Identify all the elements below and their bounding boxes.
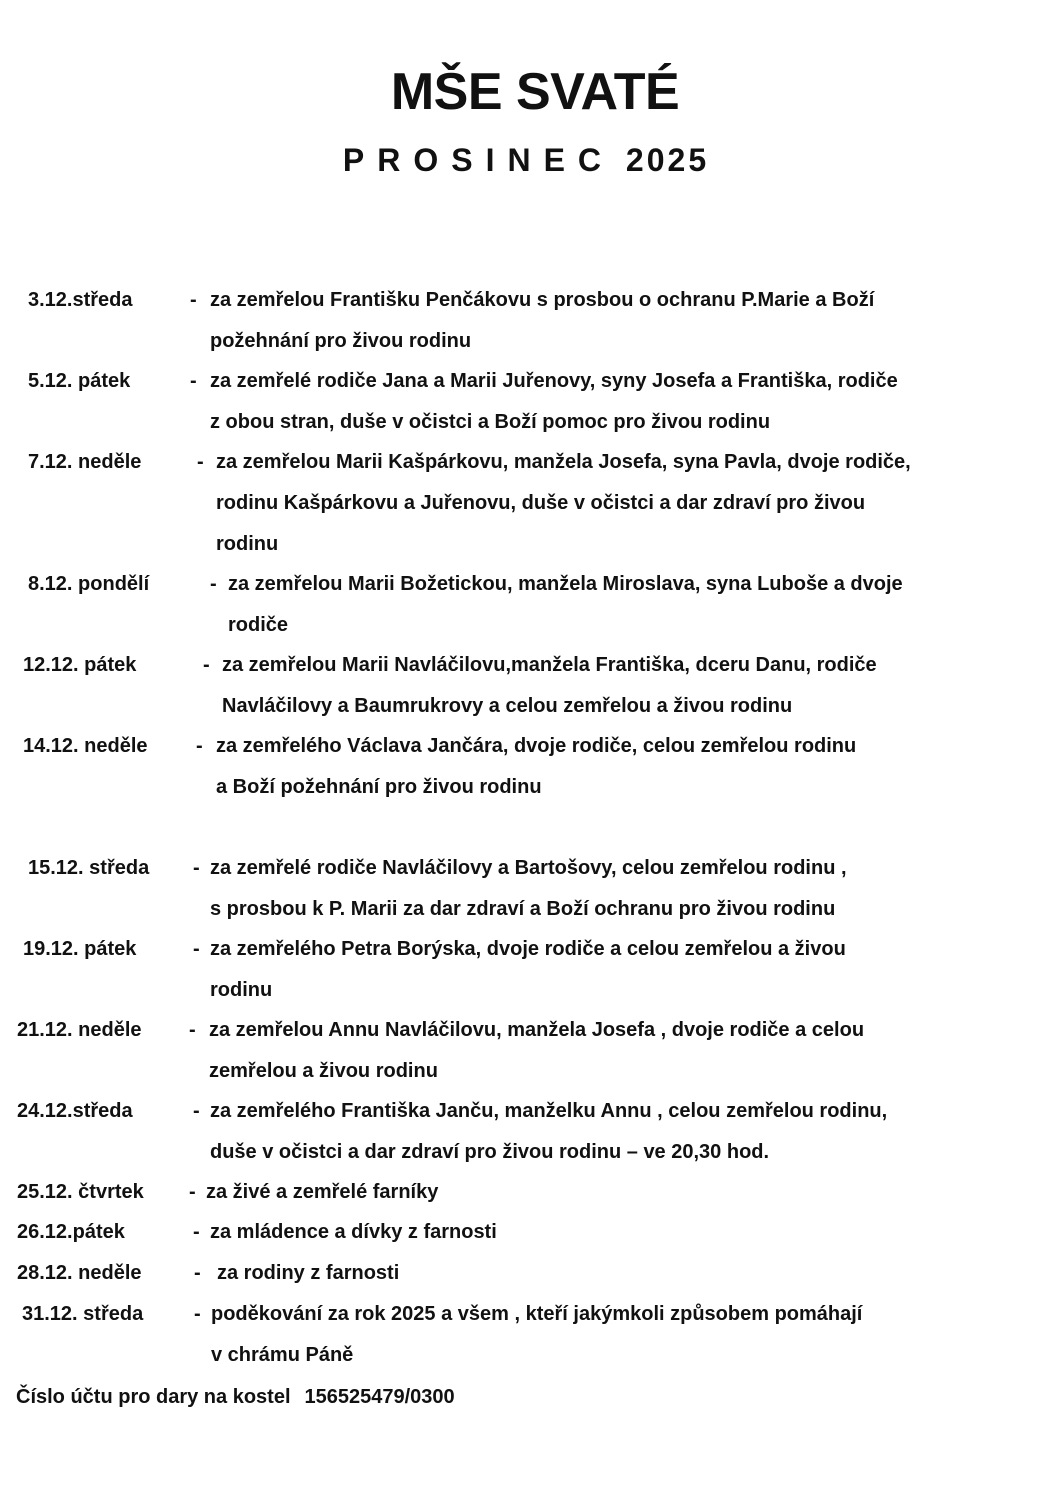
entry-date: 21.12. neděle xyxy=(17,1019,142,1041)
entry-dash: - xyxy=(210,573,217,595)
entry-intention-line: za zemřelou Marii Kašpárkovu, manžela Josefa, syna Pavla, dvoje rodiče, xyxy=(216,451,911,473)
entry-date: 7.12. neděle xyxy=(28,451,142,473)
entry-intention-line: zemřelou a živou rodinu xyxy=(209,1060,438,1082)
entry-intention-line: za živé a zemřelé farníky xyxy=(206,1181,439,1203)
entry-date: 3.12.středa xyxy=(28,289,133,311)
entry-date: 31.12. středa xyxy=(22,1303,144,1325)
entry-date: 24.12.středa xyxy=(17,1100,133,1122)
entry-intention-line: za zemřelou Annu Navláčilovu, manžela Josefa , dvoje rodiče a celou xyxy=(209,1019,865,1041)
entry-dash: - xyxy=(190,370,197,392)
entry-date: 12.12. pátek xyxy=(23,654,137,676)
entry-date: 28.12. neděle xyxy=(17,1262,142,1284)
entry-dash: - xyxy=(203,654,210,676)
entry-intention-line: rodiče xyxy=(228,614,289,636)
entry-intention-line: za zemřelého Petra Borýska, dvoje rodiče a celou zemřelou a živou xyxy=(210,938,846,960)
entry-date: 8.12. pondělí xyxy=(28,573,150,595)
entry-dash: - xyxy=(196,735,203,757)
entry-intention-line: duše v očistci a dar zdraví pro živou rodinu – ve 20,30 hod. xyxy=(210,1141,770,1163)
entry-dash: - xyxy=(193,1221,200,1243)
entry-dash: - xyxy=(197,451,204,473)
entry-intention-line: za zemřelého Františka Janču, manželku Annu , celou zemřelou rodinu, xyxy=(210,1100,888,1122)
entry-intention-line: za mládence a dívky z farnosti xyxy=(210,1221,497,1243)
entry-dash: - xyxy=(189,1181,196,1203)
entry-dash: - xyxy=(193,857,200,879)
entry-intention-line: za zemřelou Marii Navláčilovu,manžela Františka, dceru Danu, rodiče xyxy=(222,654,877,676)
entry-intention-line: za zemřelého Václava Jančára, dvoje rodiče, celou zemřelou rodinu xyxy=(216,735,857,757)
entry-date: 15.12. středa xyxy=(28,857,150,879)
entry-dash: - xyxy=(193,1100,200,1122)
donation-account xyxy=(16,1377,455,1418)
entry-intention-line: v chrámu Páně xyxy=(211,1344,354,1366)
entry-intention-line: rodinu Kašpárkovu a Juřenovu, duše v očistci a dar zdraví pro živou xyxy=(216,492,866,514)
page-title: MŠE SVATÉ xyxy=(390,63,680,121)
entry-intention-line: požehnání pro živou rodinu xyxy=(210,330,472,352)
entry-intention-line: za zemřelé rodiče Navláčilovy a Bartošovy, celou zemřelou rodinu , xyxy=(210,857,847,879)
entry-dash: - xyxy=(189,1019,196,1041)
entry-intention-line: a Boží požehnání pro živou rodinu xyxy=(216,776,542,798)
entry-dash: - xyxy=(194,1303,201,1325)
entry-intention-line: rodinu xyxy=(210,979,273,1001)
entry-date: 19.12. pátek xyxy=(23,938,137,960)
entry-date: 14.12. neděle xyxy=(23,735,148,757)
entry-intention-line: rodinu xyxy=(216,533,279,555)
entry-intention-line: za zemřelé rodiče Jana a Marii Juřenovy, syny Josefa a Františka, rodiče xyxy=(210,370,898,392)
donation-account-number: 156525479/0300 xyxy=(304,1386,455,1408)
entry-intention-line: Navláčilovy a Baumrukrovy a celou zemřelou a živou rodinu xyxy=(222,695,793,717)
entry-dash: - xyxy=(193,938,200,960)
entry-intention-line: poděkování za rok 2025 a všem , kteří jakýmkoli způsobem pomáhají xyxy=(211,1303,863,1325)
entry-dash: - xyxy=(190,289,197,311)
month-label: PROSINEC xyxy=(342,142,615,178)
donation-account-label: Číslo účtu pro dary na kostel xyxy=(16,1386,291,1408)
entry-intention-line: za zemřelou Marii Božetickou, manžela Miroslava, syna Luboše a dvoje xyxy=(228,573,903,595)
entry-intention-line: s prosbou k P. Marii za dar zdraví a Boží ochranu pro živou rodinu xyxy=(210,898,836,920)
year-label: 2025 xyxy=(625,142,710,178)
page-subtitle xyxy=(0,142,1052,179)
entry-dash: - xyxy=(194,1262,201,1284)
entry-date: 5.12. pátek xyxy=(28,370,131,392)
entry-intention-line: za zemřelou Františku Penčákovu s prosbou o ochranu P.Marie a Boží xyxy=(210,289,875,311)
entry-intention-line: z obou stran, duše v očistci a Boží pomoc pro živou rodinu xyxy=(210,411,771,433)
entry-date: 26.12.pátek xyxy=(17,1221,125,1243)
entry-intention-line: za rodiny z farnosti xyxy=(217,1262,400,1284)
entry-date: 25.12. čtvrtek xyxy=(17,1181,144,1203)
